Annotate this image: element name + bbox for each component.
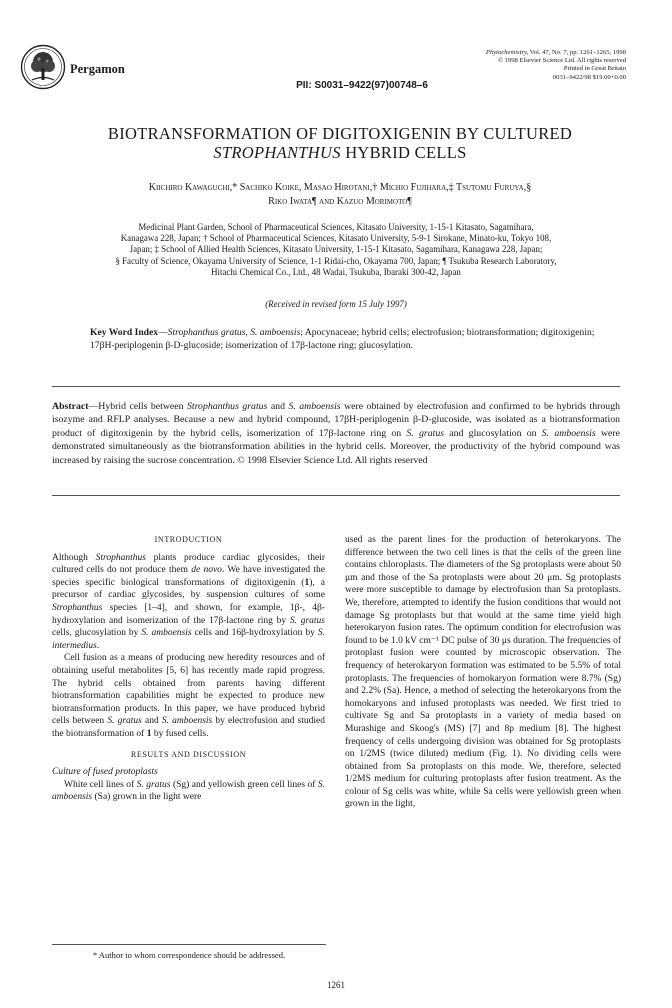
abstract-text: and	[267, 401, 289, 412]
intro-paragraph-1	[52, 552, 325, 653]
section-heading-results: RESULTS AND DISCUSSION	[130, 749, 247, 759]
title-line-2	[40, 143, 640, 162]
section-heading-introduction: INTRODUCTION	[154, 535, 223, 544]
text-run: S. gratus	[136, 779, 171, 790]
text-run: cells and 16β-hydroxylation by	[191, 628, 318, 639]
authors-line-2: Riko Iwata¶ and Kazuo Morimoto¶	[268, 196, 412, 207]
pii-line	[0, 80, 672, 91]
text-run: cells, glucosylation by	[52, 628, 142, 639]
pii-text: PII: S0031–9422(97)00748–6	[296, 80, 428, 91]
text-run: by electrofusion and studied the biotransformation of	[52, 716, 325, 739]
text-run: ), a precursor of cardiac glycosides, by suspension cultures of some	[52, 577, 325, 601]
left-column	[52, 534, 325, 804]
abstract-species: Strophanthus gratus	[186, 401, 268, 412]
text-run: de novo	[191, 565, 222, 576]
text-run: Strophanthus	[95, 552, 146, 563]
keyword-sep: ,	[245, 327, 251, 338]
journal-name: Phytochemistry,	[485, 49, 529, 56]
text-run: S. amboensis	[52, 779, 325, 803]
text-run: .	[96, 640, 100, 651]
copyright-line: © 1998 Elsevier Science Ltd. All rights reserved	[497, 57, 626, 65]
affiliation-line: Japan; ‡ School of Allied Health Sciences, Kitasato University, 1-15-1 Kitasato, Sagamihara, Kanagawa 228, Japan;	[129, 244, 543, 255]
keyword-rest: ; Apocynaceae; hybrid cells; electrofusion; biotransformation; digitoxigenin; 17βH-periplogenin β-D-glucoside; isomerization of 17β-lactone ring; glucosylation.	[90, 327, 595, 352]
text-run: by fused cells.	[151, 728, 209, 739]
text-run: Cell fusion as a means of producing new heredity resources and of obtaining useful metabolites [5, 6] has recently made rapid progress. The hybrid cells obtained from parents having different biotransformation capabilities might be expected to produce new biotransformation products. In this paper, we have produced hybrid cells between	[52, 653, 325, 727]
text-run: Although	[52, 552, 96, 563]
text-run: . We have investigated the species specific biological transformations of digitoxigenin (	[52, 565, 325, 588]
text-run: (Sa) grown in the light were	[92, 792, 202, 803]
subsection-heading: Culture of fused protoplasts	[52, 767, 158, 778]
keyword-label: Key Word Index	[90, 327, 159, 338]
authors-line-1: Kiichiro Kawaguchi,* Sachiko Koike, Masao Hirotani,† Michio Fujihara,‡ Tsutomu Furuya,§	[148, 182, 532, 193]
received-date: (Received in revised form 15 July 1997)	[265, 299, 407, 309]
abstract-species: S. amboensis	[541, 427, 596, 439]
abstract	[52, 400, 620, 467]
text-run: S. gratus	[289, 615, 325, 626]
results-paragraph-1	[52, 779, 325, 804]
text-run: White cell lines of	[64, 779, 137, 790]
publisher-name: Pergamon	[70, 62, 125, 76]
intro-paragraph-2	[52, 652, 325, 740]
keyword-species-2: S. amboensis	[250, 327, 301, 338]
text-run: S. gratus	[107, 716, 142, 727]
paper-title	[40, 124, 640, 162]
title-line-1: BIOTRANSFORMATION OF DIGITOXIGENIN BY CULTURED	[107, 124, 573, 143]
text-run: and	[141, 716, 162, 727]
title-genus: STROPHANTHUS	[213, 143, 341, 162]
text-run: Strophanthus	[52, 602, 103, 613]
spacer	[52, 741, 325, 749]
text-run: S. amboensis	[161, 716, 213, 727]
right-column	[345, 534, 621, 811]
affiliations	[20, 222, 652, 278]
journal-citation	[396, 49, 626, 82]
author-list	[40, 181, 640, 209]
abstract-species: S. gratus	[406, 427, 445, 439]
abstract-label: Abstract	[52, 401, 89, 412]
title-line-2-rest: HYBRID CELLS	[340, 143, 467, 162]
abstract-text: were obtained by electrofusion and confirmed to be hybrids through isozyme and RFLP analyses. Because a new and hybrid compound, 17βH-periplogenin β-D-glucoside, was isolated as a biotransformation product of digitoxigenin by the hybrid cells, isomerization of 17β-lactone ring on	[52, 401, 620, 439]
footnote: * Author to whom correspondence should be addressed.	[92, 950, 286, 960]
journal-volume: Vol. 47, No. 7, pp. 1261–1265, 1998	[528, 49, 626, 56]
compound-number: 1	[304, 577, 310, 588]
abstract-text: were demonstrated simultaneously as the biotransformation abilities in the hybrid cells. Moreover, the productivity of the hybrid compound was increased by raising the sucrose concentration. © 1998 Elsevier Science Ltd. All rights reserved	[52, 427, 621, 466]
text-run: S. amboensis	[141, 628, 192, 639]
keyword-species-1: Strophanthus gratus	[167, 327, 246, 338]
text-run: (Sg) and yellowish green cell lines of	[170, 779, 318, 790]
printed-line: Printed in Great Britain	[563, 65, 626, 73]
abstract-text: and glucosylation on	[444, 427, 542, 439]
affiliation-line: § Faculty of Science, Okayama University of Science, 1-1 Ridai-cho, Okayama 700, Japan; ¶ Tsukuba Research Laboratory,	[115, 255, 557, 266]
text-run: S. intermedius	[52, 628, 325, 651]
text-run: species [1–4], and shown, for example, 1β-, 4β-hydroxylation and isomerization of the 17β-lactone ring by	[52, 602, 325, 626]
abstract-text: —Hybrid cells between	[88, 401, 187, 412]
keyword-dash: —	[158, 327, 168, 338]
divider-top	[52, 386, 620, 387]
affiliation-line: Kanagawa 228, Japan; † School of Pharmaceutical Sciences, Kitasato University, 5-9-1 Sirokane, Minato-ku, Tokyo 108,	[120, 233, 552, 244]
right-paragraph: used as the parent lines for the production of heterokaryons. The difference between the two cell lines is that the cells of the green line contains chloroplasts. The diameters of the Sg protoplasts were about 50 μm and those of the Sa protoplasts were about 20 μm. Sg protoplasts were more susceptible to damage by electrofusion than Sa protoplasts. We, therefore, attempted to identify the fusion conditions that would not damage Sg protoplasts but that would at the same time yield high heterokaryon fusion rates. The optimum condition for electrofusion was found to be 1.0 kV cm⁻¹ DC pulse of 30 μs duration. The frequencies of protoplast fusion were counted by microscopic observation. The frequency of heterokaryon formation was estimated to be 5.5% of total protoplasts. The frequencies of homokaryon formation were 8.7% (Sg) and 2.2% (Sa). Hence, a method of selecting the heterokaryons from the homokaryons and infused protoplasts was needed. We first tried to cultivate Sg and Sa protoplasts in a variety of media based on Murashige and Skoog's (MS) [7] and 8p medium [8]. The highest frequency of cells undergoing division was obtained for Sg protoplasts on 1/2MS (twice diluted) medium (Fig. 1). No dividing cells were obtained from Sa protoplasts on this mode. We, therefore, selected 1/2MS medium for culturing protoplasts after fusion treatment. As the colour of Sg cells was white, while Sa cells were yellowish green when grown in the light,	[345, 535, 621, 810]
divider-bottom	[52, 495, 620, 496]
affiliation-line: Medicinal Plant Garden, School of Pharmaceutical Sciences, Kitasato University, 1-15-1 Kitasato, Sagamihara,	[138, 222, 534, 232]
page-number: 1261	[327, 980, 345, 990]
compound-number: 1	[146, 728, 152, 739]
text-run: plants produce cardiac glycosides, their cultured cells do not produce them	[52, 552, 325, 576]
footnote-rule	[52, 944, 326, 945]
keyword-index	[90, 326, 620, 353]
abstract-species: S. amboensis	[288, 401, 341, 412]
issn-line: 0031–9422/98 $19.00+0.00	[552, 73, 626, 81]
affiliation-line: Hitachi Chemical Co., Ltd., 48 Wadai, Tsukuba, Ibaraki 300-42, Japan	[211, 266, 461, 277]
